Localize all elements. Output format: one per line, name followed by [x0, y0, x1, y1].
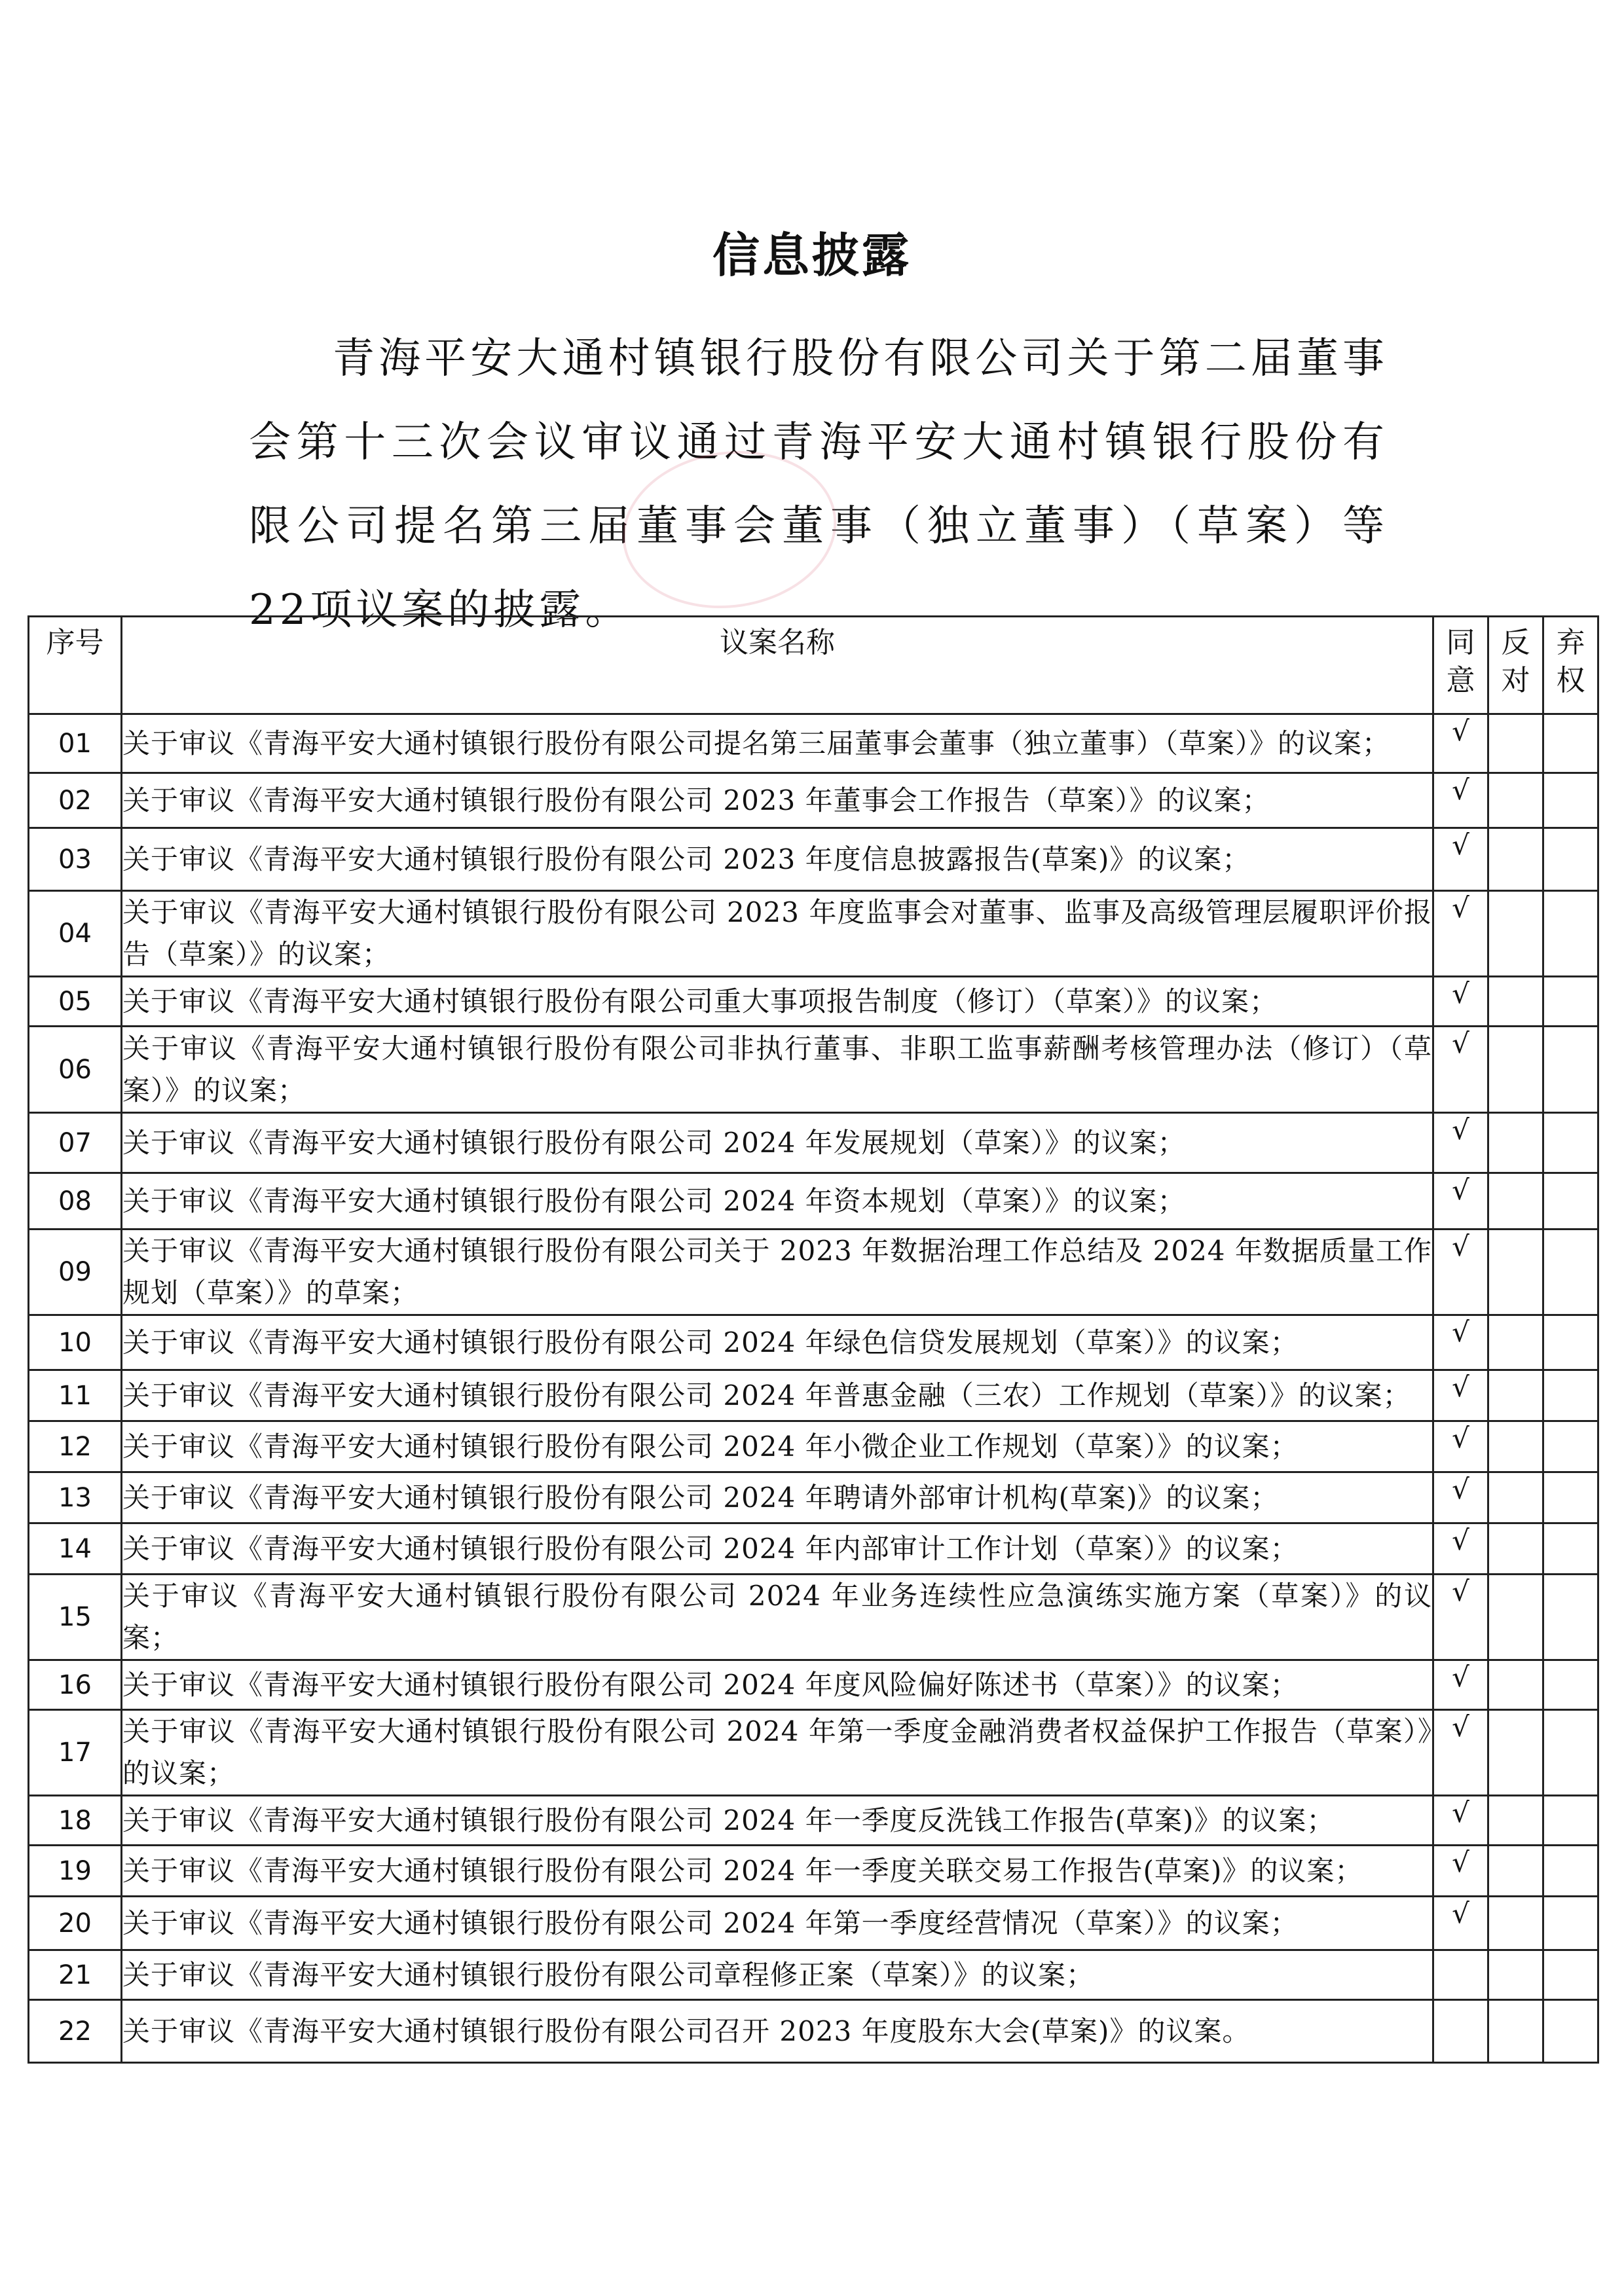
- row-motion-name-cell: 关于审议《青海平安大通村镇银行股份有限公司关于 2023 年数据治理工作总结及 2024 年数据质量工作规划（草案）》的草案；: [122, 1230, 1433, 1315]
- table-row: [29, 891, 1598, 977]
- row-agree-cell: √: [1433, 1173, 1488, 1230]
- table-row: [29, 2000, 1598, 2063]
- table-row: [29, 1796, 1598, 1846]
- row-oppose-cell: [1488, 1846, 1543, 1897]
- row-motion-name-cell: 关于审议《青海平安大通村镇银行股份有限公司 2024 年绿色信贷发展规划（草案）》的议案；: [122, 1315, 1433, 1370]
- row-seq-cell: 09: [29, 1230, 122, 1315]
- row-abstain-cell: [1543, 1660, 1598, 1710]
- row-agree-cell: √: [1433, 1230, 1488, 1315]
- row-abstain-cell: [1543, 1027, 1598, 1113]
- table-row: [29, 714, 1598, 773]
- row-motion-name-cell: 关于审议《青海平安大通村镇银行股份有限公司 2024 年第一季度经营情况（草案）》的议案；: [122, 1897, 1433, 1950]
- row-motion-name-cell: 关于审议《青海平安大通村镇银行股份有限公司召开 2023 年度股东大会(草案)》的议案。: [122, 2000, 1433, 2063]
- row-seq-cell: 02: [29, 773, 122, 828]
- row-motion-name-cell: 关于审议《青海平安大通村镇银行股份有限公司 2024 年第一季度金融消费者权益保护工作报告（草案）》的议案；: [122, 1710, 1433, 1796]
- page-title: 信息披露: [712, 228, 912, 283]
- header-abstain-char-1: 弃: [1556, 626, 1585, 659]
- table-body: [29, 714, 1598, 2063]
- table-row: [29, 1897, 1598, 1950]
- row-seq-cell: 01: [29, 714, 122, 773]
- row-abstain-cell: [1543, 2000, 1598, 2063]
- row-agree-cell: √: [1433, 891, 1488, 977]
- row-oppose-cell: [1488, 1173, 1543, 1230]
- row-abstain-cell: [1543, 1421, 1598, 1472]
- row-abstain-cell: [1543, 977, 1598, 1027]
- header-abstain-char-2: 权: [1556, 664, 1585, 697]
- row-oppose-cell: [1488, 1950, 1543, 2000]
- table-row: [29, 1523, 1598, 1575]
- intro-paragraph: 青海平安大通村镇银行股份有限公司关于第二届董事会第十三次会议审议通过青海平安大通村镇银行股份有限公司提名第三届董事会董事（独立董事）（草案）等22项议案的披露。: [249, 335, 1388, 634]
- row-seq-cell: 15: [29, 1575, 122, 1660]
- row-abstain-cell: [1543, 1230, 1598, 1315]
- table-row: [29, 1230, 1598, 1315]
- row-oppose-cell: [1488, 1523, 1543, 1575]
- row-agree-cell: √: [1433, 828, 1488, 891]
- row-motion-name-cell: 关于审议《青海平安大通村镇银行股份有限公司 2024 年度风险偏好陈述书（草案）》的议案；: [122, 1660, 1433, 1710]
- row-seq-cell: 14: [29, 1523, 122, 1575]
- row-abstain-cell: [1543, 714, 1598, 773]
- row-abstain-cell: [1543, 1796, 1598, 1846]
- row-abstain-cell: [1543, 1897, 1598, 1950]
- row-oppose-cell: [1488, 1472, 1543, 1523]
- row-motion-name-cell: 关于审议《青海平安大通村镇银行股份有限公司 2024 年聘请外部审计机构(草案)》的议案；: [122, 1472, 1433, 1523]
- table-row: [29, 977, 1598, 1027]
- row-agree-cell: √: [1433, 1113, 1488, 1173]
- row-abstain-cell: [1543, 1575, 1598, 1660]
- table-row: [29, 828, 1598, 891]
- row-motion-name-cell: 关于审议《青海平安大通村镇银行股份有限公司非执行董事、非职工监事薪酬考核管理办法（修订）（草案）》的议案；: [122, 1027, 1433, 1113]
- row-motion-name-cell: 关于审议《青海平安大通村镇银行股份有限公司 2023 年董事会工作报告（草案）》的议案；: [122, 773, 1433, 828]
- row-motion-name-cell: 关于审议《青海平安大通村镇银行股份有限公司 2024 年一季度关联交易工作报告(草案)》的议案；: [122, 1846, 1433, 1897]
- table-row: [29, 1421, 1598, 1472]
- table-row: [29, 1370, 1598, 1421]
- row-agree-cell: √: [1433, 714, 1488, 773]
- row-abstain-cell: [1543, 1472, 1598, 1523]
- row-agree-cell: [1433, 2000, 1488, 2063]
- row-motion-name-cell: 关于审议《青海平安大通村镇银行股份有限公司 2024 年小微企业工作规划（草案）》的议案；: [122, 1421, 1433, 1472]
- header-seq: 序号: [29, 617, 122, 714]
- row-abstain-cell: [1543, 1370, 1598, 1421]
- row-oppose-cell: [1488, 977, 1543, 1027]
- row-abstain-cell: [1543, 1846, 1598, 1897]
- row-abstain-cell: [1543, 1173, 1598, 1230]
- table-header-row: [29, 617, 1598, 714]
- row-motion-name-cell: 关于审议《青海平安大通村镇银行股份有限公司章程修正案（草案）》的议案；: [122, 1950, 1433, 2000]
- row-agree-cell: √: [1433, 1370, 1488, 1421]
- row-motion-name-cell: 关于审议《青海平安大通村镇银行股份有限公司 2023 年度信息披露报告(草案)》的议案；: [122, 828, 1433, 891]
- table-row: [29, 1660, 1598, 1710]
- row-seq-cell: 21: [29, 1950, 122, 2000]
- row-abstain-cell: [1543, 828, 1598, 891]
- row-seq-cell: 04: [29, 891, 122, 977]
- row-seq-cell: 05: [29, 977, 122, 1027]
- row-motion-name-cell: 关于审议《青海平安大通村镇银行股份有限公司 2024 年一季度反洗钱工作报告(草案)》的议案；: [122, 1796, 1433, 1846]
- row-oppose-cell: [1488, 1113, 1543, 1173]
- row-agree-cell: √: [1433, 977, 1488, 1027]
- row-oppose-cell: [1488, 1230, 1543, 1315]
- row-motion-name-cell: 关于审议《青海平安大通村镇银行股份有限公司 2024 年业务连续性应急演练实施方案（草案）》的议案；: [122, 1575, 1433, 1660]
- row-agree-cell: √: [1433, 773, 1488, 828]
- row-seq-cell: 10: [29, 1315, 122, 1370]
- row-oppose-cell: [1488, 2000, 1543, 2063]
- row-agree-cell: √: [1433, 1472, 1488, 1523]
- table-row: [29, 1027, 1598, 1113]
- header-agree: [1433, 617, 1488, 714]
- header-oppose: [1488, 617, 1543, 714]
- row-agree-cell: √: [1433, 1421, 1488, 1472]
- row-motion-name-cell: 关于审议《青海平安大通村镇银行股份有限公司 2023 年度监事会对董事、监事及高级管理层履职评价报告（草案）》的议案；: [122, 891, 1433, 977]
- motions-table: [28, 615, 1599, 2064]
- row-oppose-cell: [1488, 1421, 1543, 1472]
- row-oppose-cell: [1488, 828, 1543, 891]
- row-agree-cell: √: [1433, 1796, 1488, 1846]
- header-abstain: [1543, 617, 1598, 714]
- row-seq-cell: 11: [29, 1370, 122, 1421]
- row-oppose-cell: [1488, 891, 1543, 977]
- row-seq-cell: 20: [29, 1897, 122, 1950]
- row-seq-cell: 18: [29, 1796, 122, 1846]
- row-oppose-cell: [1488, 773, 1543, 828]
- row-motion-name-cell: 关于审议《青海平安大通村镇银行股份有限公司提名第三届董事会董事（独立董事）（草案）》的议案；: [122, 714, 1433, 773]
- row-motion-name-cell: 关于审议《青海平安大通村镇银行股份有限公司重大事项报告制度（修订）（草案）》的议案；: [122, 977, 1433, 1027]
- row-seq-cell: 16: [29, 1660, 122, 1710]
- row-seq-cell: 07: [29, 1113, 122, 1173]
- table-row: [29, 1710, 1598, 1796]
- header-oppose-char-1: 反: [1501, 626, 1530, 659]
- row-seq-cell: 22: [29, 2000, 122, 2063]
- row-oppose-cell: [1488, 1796, 1543, 1846]
- table-row: [29, 773, 1598, 828]
- table-row: [29, 1846, 1598, 1897]
- row-seq-cell: 19: [29, 1846, 122, 1897]
- row-motion-name-cell: 关于审议《青海平安大通村镇银行股份有限公司 2024 年内部审计工作计划（草案）》的议案；: [122, 1523, 1433, 1575]
- header-motion-name: 议案名称: [122, 617, 1433, 714]
- row-agree-cell: √: [1433, 1660, 1488, 1710]
- row-oppose-cell: [1488, 1660, 1543, 1710]
- row-abstain-cell: [1543, 1950, 1598, 2000]
- row-abstain-cell: [1543, 1523, 1598, 1575]
- row-seq-cell: 12: [29, 1421, 122, 1472]
- row-seq-cell: 03: [29, 828, 122, 891]
- row-agree-cell: √: [1433, 1523, 1488, 1575]
- row-agree-cell: √: [1433, 1897, 1488, 1950]
- table-row: [29, 1113, 1598, 1173]
- row-agree-cell: √: [1433, 1710, 1488, 1796]
- row-oppose-cell: [1488, 1315, 1543, 1370]
- row-agree-cell: √: [1433, 1846, 1488, 1897]
- row-abstain-cell: [1543, 891, 1598, 977]
- row-oppose-cell: [1488, 1710, 1543, 1796]
- table-row: [29, 1173, 1598, 1230]
- row-oppose-cell: [1488, 1027, 1543, 1113]
- table-row: [29, 1575, 1598, 1660]
- row-abstain-cell: [1543, 1315, 1598, 1370]
- row-abstain-cell: [1543, 1113, 1598, 1173]
- row-seq-cell: 17: [29, 1710, 122, 1796]
- header-agree-char-2: 意: [1446, 664, 1475, 697]
- row-agree-cell: √: [1433, 1315, 1488, 1370]
- row-seq-cell: 06: [29, 1027, 122, 1113]
- header-agree-char-1: 同: [1446, 626, 1475, 659]
- row-oppose-cell: [1488, 1370, 1543, 1421]
- table-row: [29, 1472, 1598, 1523]
- row-oppose-cell: [1488, 1575, 1543, 1660]
- row-agree-cell: √: [1433, 1027, 1488, 1113]
- header-oppose-char-2: 对: [1501, 664, 1530, 697]
- table-row: [29, 1950, 1598, 2000]
- row-abstain-cell: [1543, 773, 1598, 828]
- row-motion-name-cell: 关于审议《青海平安大通村镇银行股份有限公司 2024 年发展规划（草案）》的议案；: [122, 1113, 1433, 1173]
- row-motion-name-cell: 关于审议《青海平安大通村镇银行股份有限公司 2024 年普惠金融（三农）工作规划（草案）》的议案；: [122, 1370, 1433, 1421]
- row-oppose-cell: [1488, 714, 1543, 773]
- row-seq-cell: 08: [29, 1173, 122, 1230]
- row-oppose-cell: [1488, 1897, 1543, 1950]
- row-seq-cell: 13: [29, 1472, 122, 1523]
- row-abstain-cell: [1543, 1710, 1598, 1796]
- row-motion-name-cell: 关于审议《青海平安大通村镇银行股份有限公司 2024 年资本规划（草案）》的议案；: [122, 1173, 1433, 1230]
- row-agree-cell: [1433, 1950, 1488, 2000]
- row-agree-cell: √: [1433, 1575, 1488, 1660]
- table-row: [29, 1315, 1598, 1370]
